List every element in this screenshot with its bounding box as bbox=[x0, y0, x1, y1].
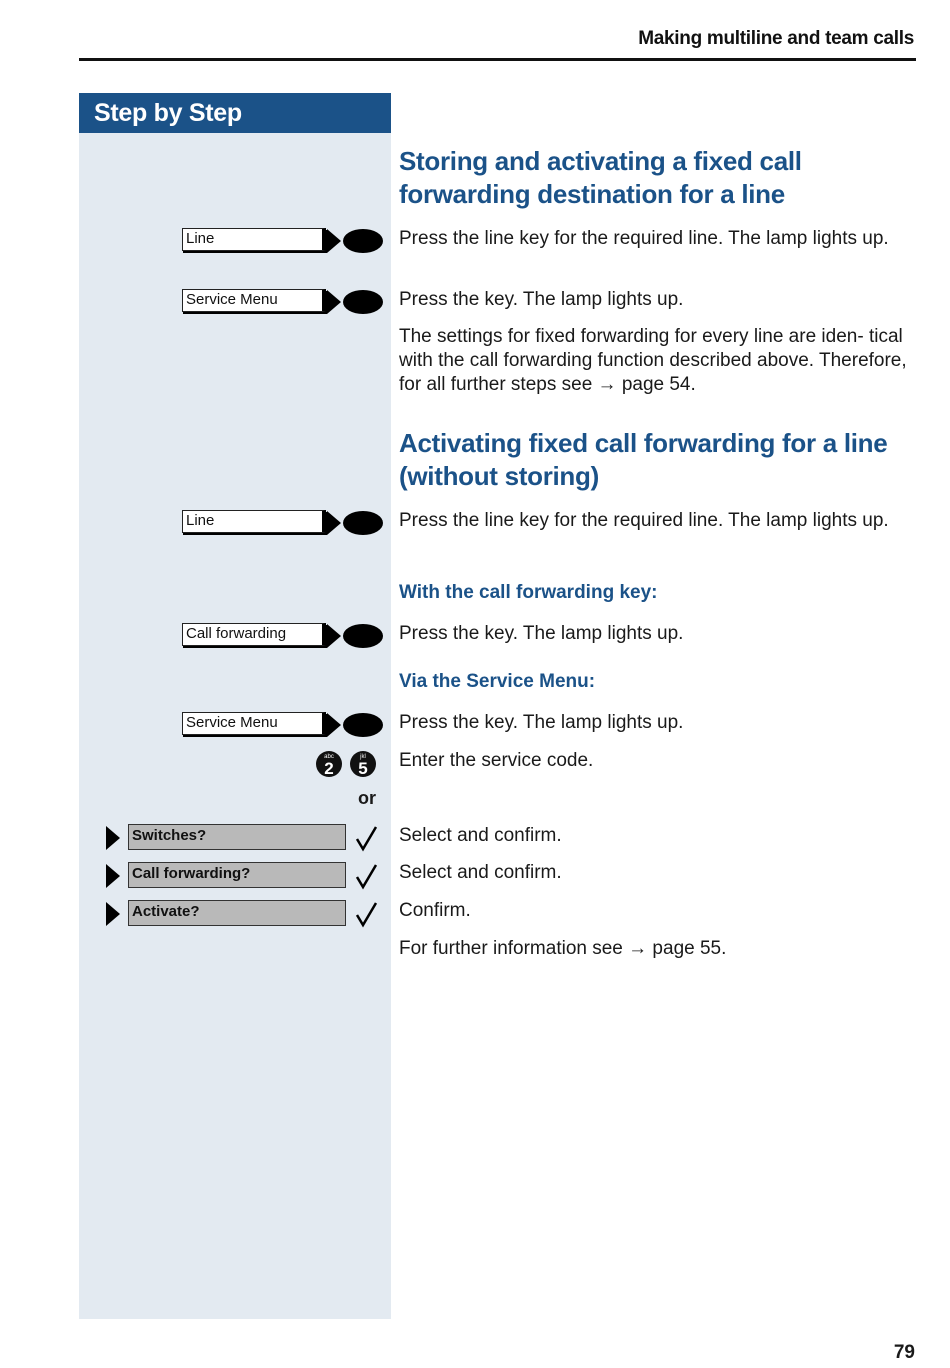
service-menu-key-1 bbox=[182, 289, 382, 314]
line-key-label: Line bbox=[182, 228, 326, 251]
section-heading-activating: Activating fixed call forwarding for a line (without storing) bbox=[399, 428, 888, 491]
further-info-text: For further information see → page 55. bbox=[399, 938, 727, 959]
checkmark-icon bbox=[354, 862, 378, 890]
subheading-call-forwarding-key: With the call forwarding key: bbox=[399, 582, 658, 603]
digit-2-letters: abc bbox=[324, 754, 334, 760]
page-number: 79 bbox=[893, 1342, 915, 1363]
menu-item-label: Activate? bbox=[128, 900, 346, 926]
step-sidebar bbox=[79, 93, 391, 1319]
line-key-2 bbox=[182, 510, 382, 535]
checkmark-icon bbox=[354, 900, 378, 928]
service-menu-key-label: Service Menu bbox=[182, 712, 326, 735]
triangle-right-icon bbox=[104, 900, 122, 928]
page-header-title: Making multiline and team calls bbox=[638, 28, 914, 49]
triangle-right-icon bbox=[104, 862, 122, 890]
digit-2: 2 bbox=[324, 759, 334, 778]
instruction-text: Press the line key for the required line. The lamp lights up. bbox=[399, 228, 889, 249]
digit-5: 5 bbox=[358, 759, 368, 778]
line-key-label: Line bbox=[182, 510, 326, 533]
service-code-digit-icons bbox=[313, 750, 383, 778]
instruction-text: Press the key. The lamp lights up. bbox=[399, 623, 684, 644]
or-label: or bbox=[358, 788, 376, 808]
call-forwarding-key-label: Call forwarding bbox=[182, 623, 326, 646]
key-lamp-icon bbox=[327, 624, 383, 648]
menu-item-switches bbox=[104, 824, 384, 852]
key-lamp-icon bbox=[327, 511, 383, 535]
instruction-text: Select and confirm. bbox=[399, 862, 562, 883]
instruction-text: Confirm. bbox=[399, 900, 471, 921]
line-key-1 bbox=[182, 228, 382, 253]
instruction-text: Select and confirm. bbox=[399, 825, 562, 846]
instruction-text: Press the key. The lamp lights up. bbox=[399, 712, 684, 733]
key-lamp-icon bbox=[327, 290, 383, 314]
instruction-text: Press the line key for the required line. The lamp lights up. bbox=[399, 510, 889, 531]
menu-item-label: Call forwarding? bbox=[128, 862, 346, 888]
note-text: The settings for fixed forwarding for every line are iden- tical with the call forwarding function described above. Therefore, for all further steps see → page 54. bbox=[399, 326, 907, 395]
key-lamp-icon bbox=[327, 229, 383, 253]
service-menu-key-label: Service Menu bbox=[182, 289, 326, 312]
instruction-text: Enter the service code. bbox=[399, 750, 594, 771]
call-forwarding-key bbox=[182, 623, 382, 648]
menu-item-label: Switches? bbox=[128, 824, 346, 850]
triangle-right-icon bbox=[104, 824, 122, 852]
sidebar-banner: Step by Step bbox=[79, 93, 391, 133]
header-rule bbox=[79, 58, 916, 61]
checkmark-icon bbox=[354, 824, 378, 852]
subheading-service-menu: Via the Service Menu: bbox=[399, 671, 596, 692]
key-lamp-icon bbox=[327, 713, 383, 737]
menu-item-activate bbox=[104, 900, 384, 928]
service-menu-key-2 bbox=[182, 712, 382, 737]
instruction-text: Press the key. The lamp lights up. bbox=[399, 289, 684, 310]
menu-item-call-forwarding bbox=[104, 862, 384, 890]
digit-5-letters: jkl bbox=[360, 754, 366, 760]
section-heading-storing: Storing and activating a fixed call forwarding destination for a line bbox=[399, 146, 802, 209]
